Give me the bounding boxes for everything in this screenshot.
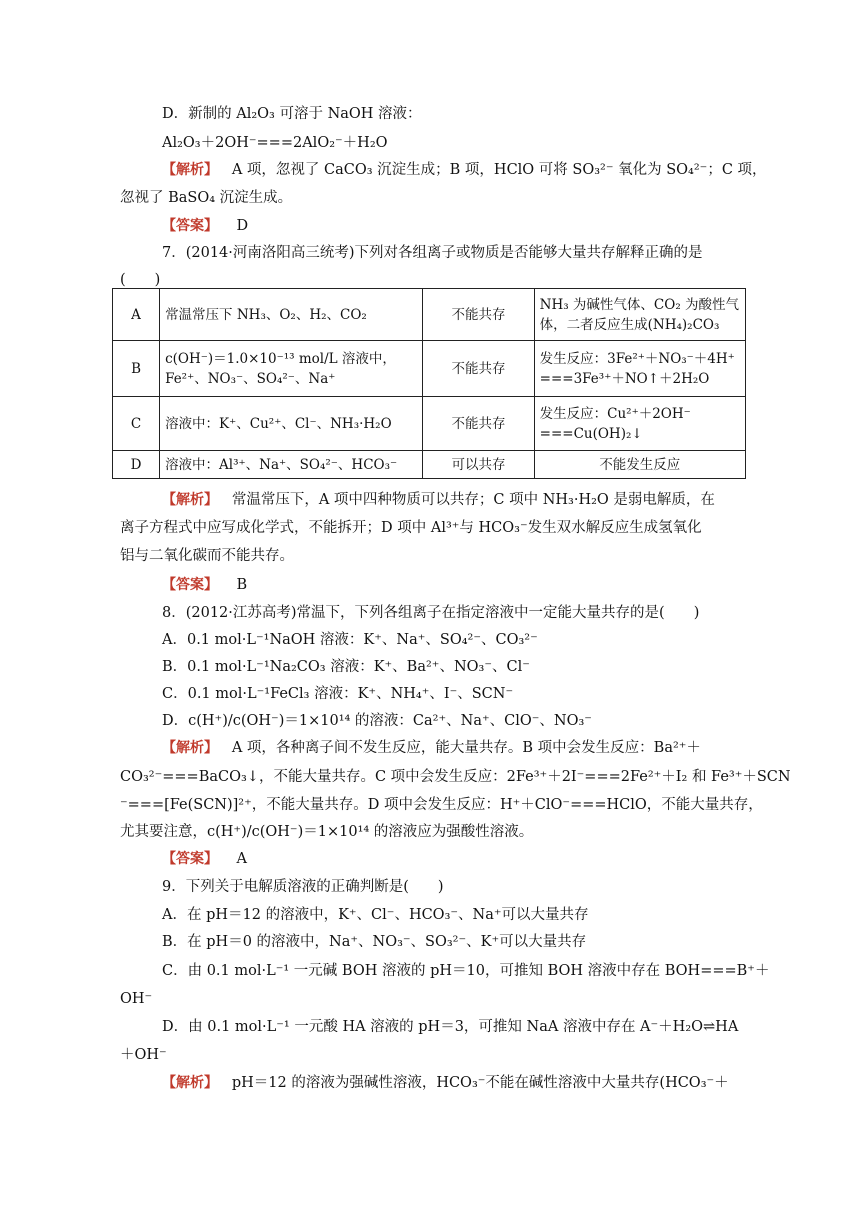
row-reason: 发生反应：Cu²⁺＋2OH⁻ ===Cu(OH)₂↓: [534, 397, 745, 451]
table-row: [113, 451, 746, 479]
q8-analysis-line1: [162, 738, 701, 758]
table-row: [113, 341, 746, 397]
q9-analysis-line1: [162, 1073, 729, 1093]
row-reason: 不能发生反应: [534, 451, 745, 479]
row-system: 溶液中：K⁺、Cu²⁺、Cl⁻、NH₃·H₂O: [160, 397, 423, 451]
table-row: [113, 397, 746, 451]
q9-analysis-text: pH＝12 的溶液为强碱性溶液，HCO₃⁻不能在碱性溶液中大量共存(HCO₃⁻＋: [231, 1075, 729, 1091]
q7-analysis-line3: 铝与二氧化碳而不能共存。: [120, 548, 294, 564]
analysis-label: 【解析】: [162, 1075, 218, 1091]
q6-option-d-equation: Al₂O₃＋2OH⁻===2AlO₂⁻＋H₂O: [162, 135, 388, 151]
row-reason: NH₃ 为碱性气体、CO₂ 为酸性气 体，二者反应生成(NH₄)₂CO₃: [534, 289, 745, 341]
table-row: [113, 289, 746, 341]
q8-answer-value: A: [236, 851, 247, 867]
q8-option-c: C．0.1 mol·L⁻¹FeCl₃ 溶液：K⁺、NH₄⁺、I⁻、SCN⁻: [162, 686, 514, 702]
q7-answer-value: B: [236, 577, 248, 593]
row-judgement: 不能共存: [423, 289, 534, 341]
q7-table: [112, 288, 746, 479]
q8-analysis-line3: ⁻===[Fe(SCN)]²⁺，不能大量共存。D 项中会发生反应：H⁺＋ClO⁻===HClO，不能大量共存，: [120, 797, 763, 813]
answer-label: 【答案】: [162, 851, 218, 867]
q8-analysis-line4: 尤其要注意，c(H⁺)/c(OH⁻)＝1×10¹⁴ 的溶液应为强酸性溶液。: [120, 824, 534, 840]
q6-option-d-line1: D．新制的 Al₂O₃ 可溶于 NaOH 溶液：: [162, 106, 422, 122]
row-option: B: [113, 341, 160, 397]
q8-option-b: B．0.1 mol·L⁻¹Na₂CO₃ 溶液：K⁺、Ba²⁺、NO₃⁻、Cl⁻: [162, 659, 530, 675]
row-system: 常温常压下 NH₃、O₂、H₂、CO₂: [160, 289, 423, 341]
q7-stem-line1: 7．(2014·河南洛阳高三统考)下列对各组离子或物质是否能够大量共存解释正确的是: [162, 245, 703, 261]
q6-analysis-line2: 忽视了 BaSO₄ 沉淀生成。: [120, 190, 293, 206]
analysis-label: 【解析】: [162, 492, 218, 508]
q9-option-a: A．在 pH＝12 的溶液中，K⁺、Cl⁻、HCO₃⁻、Na⁺可以大量共存: [162, 907, 589, 923]
row-option: C: [113, 397, 160, 451]
row-judgement: 可以共存: [423, 451, 534, 479]
answer-label: 【答案】: [162, 577, 218, 593]
q7-answer: [162, 575, 247, 595]
row-system: 溶液中：Al³⁺、Na⁺、SO₄²⁻、HCO₃⁻: [160, 451, 423, 479]
q6-answer-value: D: [236, 218, 249, 234]
q6-analysis-text: A 项，忽视了 CaCO₃ 沉淀生成；B 项，HClO 可将 SO₃²⁻ 氧化为 SO₄²⁻；C 项，: [231, 162, 767, 178]
q7-stem-line2: ( ): [120, 272, 161, 288]
analysis-label: 【解析】: [162, 740, 218, 756]
q8-option-a: A．0.1 mol·L⁻¹NaOH 溶液：K⁺、Na⁺、SO₄²⁻、CO₃²⁻: [162, 632, 538, 648]
row-option: A: [113, 289, 160, 341]
q9-option-d-line2: ＋OH⁻: [120, 1047, 167, 1063]
q6-answer: [162, 216, 248, 236]
q8-option-d: D．c(H⁺)/c(OH⁻)＝1×10¹⁴ 的溶液：Ca²⁺、Na⁺、ClO⁻、NO₃⁻: [162, 713, 592, 729]
q8-analysis-line2: CO₃²⁻===BaCO₃↓，不能大量共存。C 项中会发生反应：2Fe³⁺＋2I⁻===2Fe²⁺＋I₂ 和 Fe³⁺＋SCN: [120, 769, 791, 785]
row-judgement: 不能共存: [423, 341, 534, 397]
q8-stem: 8．(2012·江苏高考)常温下，下列各组离子在指定溶液中一定能大量共存的是( ): [162, 605, 700, 621]
q7-analysis-line2: 离子方程式中应写成化学式，不能拆开；D 项中 Al³⁺与 HCO₃⁻发生双水解反应生成氢氧化: [120, 520, 702, 536]
q9-stem: 9．下列关于电解质溶液的正确判断是( ): [162, 879, 444, 895]
q9-option-c-line1: C．由 0.1 mol·L⁻¹ 一元碱 BOH 溶液的 pH＝10，可推知 BOH 溶液中存在 BOH===B⁺＋: [162, 963, 770, 979]
q7-analysis-line1: [162, 490, 715, 510]
q7-analysis-text: 常温常压下，A 项中四种物质可以共存；C 项中 NH₃·H₂O 是弱电解质，在: [231, 492, 715, 508]
analysis-label: 【解析】: [162, 162, 218, 178]
row-reason: 发生反应：3Fe²⁺＋NO₃⁻＋4H⁺ ===3Fe³⁺＋NO↑＋2H₂O: [534, 341, 745, 397]
q9-option-d-line1: D．由 0.1 mol·L⁻¹ 一元酸 HA 溶液的 pH＝3，可推知 NaA 溶液中存在 A⁻＋H₂O⇌HA: [162, 1019, 739, 1035]
q8-answer: [162, 849, 247, 869]
q9-option-c-line2: OH⁻: [120, 991, 153, 1007]
answer-label: 【答案】: [162, 218, 218, 234]
q8-analysis-text: A 项，各种离子间不发生反应，能大量共存。B 项中会发生反应：Ba²⁺＋: [231, 740, 701, 756]
row-judgement: 不能共存: [423, 397, 534, 451]
row-option: D: [113, 451, 160, 479]
q6-analysis-line1: [162, 160, 767, 180]
q9-option-b: B．在 pH＝0 的溶液中，Na⁺、NO₃⁻、SO₃²⁻、K⁺可以大量共存: [162, 934, 587, 950]
row-system: c(OH⁻)＝1.0×10⁻¹³ mol/L 溶液中， Fe²⁺、NO₃⁻、SO₄²⁻、Na⁺: [160, 341, 423, 397]
